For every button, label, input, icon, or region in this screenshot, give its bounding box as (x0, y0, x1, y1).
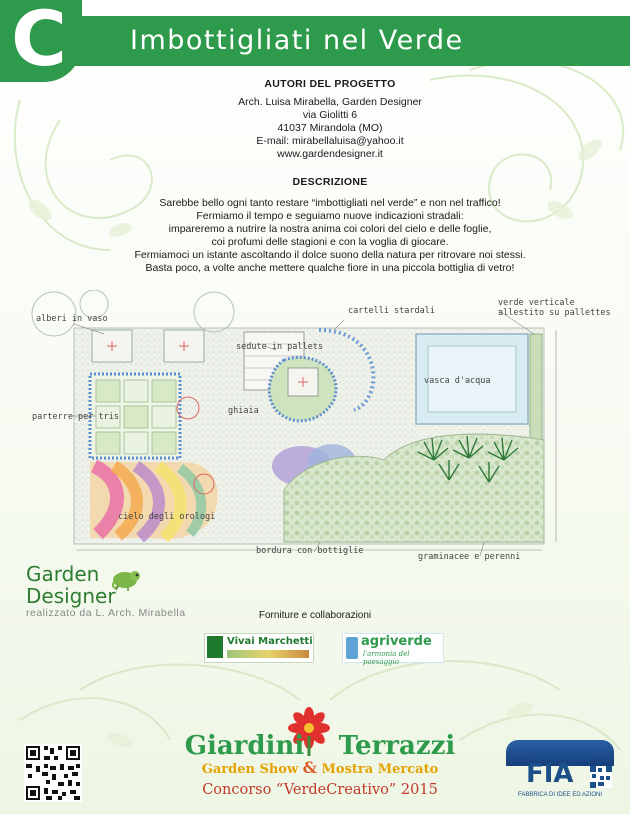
event-logo (170, 732, 470, 800)
description-line: Sarebbe bello ogni tanto restare “imbottigliati nel verde” e non nel traffico! (159, 197, 501, 209)
description-heading: DESCRIZIONE (292, 176, 368, 188)
fia-name: FIA (526, 759, 574, 789)
plan-label-verde-pallettes: allestito su pallettes (498, 308, 611, 318)
plan-label-orologi: cielo degli orologi (118, 512, 216, 522)
event-ampersand: & (302, 758, 318, 777)
authors-block (90, 78, 570, 161)
description-line: Basta poco, a volte anche mettere qualche fiore in una piccola bottiglia di vetro! (145, 262, 515, 274)
garden-designer-line1: Garden (26, 562, 100, 586)
chameleon-icon (110, 566, 144, 592)
agriverde-logo-mark (346, 637, 358, 659)
plan-label-graminacee: graminacee e perenni (418, 552, 521, 562)
consorzio-fia-logo[interactable] (506, 740, 614, 802)
description-line: Fermiamoci un istante ascoltando il dolce suono della natura per ritrovare noi stessi. (134, 249, 526, 261)
fia-consorzio: CONSORZIO (528, 752, 592, 762)
event-contest: Concorso “VerdeCreativo” 2015 (202, 782, 438, 798)
plan-label-vasca: vasca d'acqua (424, 376, 491, 386)
description-block (60, 176, 600, 275)
vivai-logo-text: Vivai Marchetti (227, 636, 313, 647)
header (0, 0, 630, 83)
plan-label-bordura: bordura con bottiglie (256, 546, 364, 556)
author-website[interactable]: www.gardendesigner.it (277, 148, 383, 160)
garden-designer-line2: Designer (26, 584, 116, 608)
plan-label-alberi: alberi in vaso (36, 314, 108, 324)
page-title: Imbottigliati nel Verde (130, 25, 464, 56)
description-line: Fermiamo il tempo e seguiamo nuove indicazioni stradali: (196, 210, 464, 222)
plan-label-sedute: sedute in pallets (236, 342, 323, 352)
fia-qr-icon (590, 766, 612, 788)
garden-plan-drawing (14, 290, 612, 568)
fia-tagline: FABBRICA DI IDEE ED AZIONI (517, 792, 603, 798)
forniture-heading: Forniture e collaborazioni (258, 610, 372, 621)
qr-code-icon[interactable] (24, 744, 82, 802)
author-email[interactable]: E-mail: mirabellaluisa@yahoo.it (256, 135, 404, 147)
plan-label-ghiaia: ghiaia (228, 406, 259, 416)
garden-designer-credit: realizzato da L. Arch. Mirabella (26, 607, 186, 619)
event-sub-right: Mostra Mercato (321, 762, 439, 777)
event-sub-left: Garden Show (201, 762, 299, 777)
vivai-marchetti-logo[interactable] (204, 633, 314, 663)
section-letter-badge (0, 0, 82, 82)
agriverde-tagline: l'armonia del paesaggio (363, 650, 410, 666)
description-line: coi profumi delle stagioni e con la voglia di giocare. (211, 236, 449, 248)
event-name-left: Giardini (184, 731, 305, 761)
section-letter: C (11, 0, 67, 83)
event-name-right: Terrazzi (338, 731, 456, 761)
agriverde-logo-text: agriverde (361, 634, 432, 649)
plan-label-cartelli: cartelli stardali (348, 306, 435, 316)
plan-label-verde-verticale: verde verticale (498, 298, 575, 308)
authors-heading: AUTORI DEL PROGETTO (264, 78, 396, 90)
agriverde-logo[interactable] (342, 633, 444, 666)
author-name: Arch. Luisa Mirabella, Garden Designer (238, 96, 422, 108)
vivai-logo-stripe (227, 650, 309, 658)
vivai-logo-mark (207, 636, 223, 658)
garden-plan (14, 290, 612, 568)
author-street: via Giolitti 6 (302, 109, 358, 121)
plan-label-parterre: parterre per tris (32, 412, 119, 422)
author-city: 41037 Mirandola (MO) (277, 122, 383, 134)
description-line: impareremo a nutrire la nostra anima coi colori del cielo e delle foglie, (168, 223, 492, 235)
